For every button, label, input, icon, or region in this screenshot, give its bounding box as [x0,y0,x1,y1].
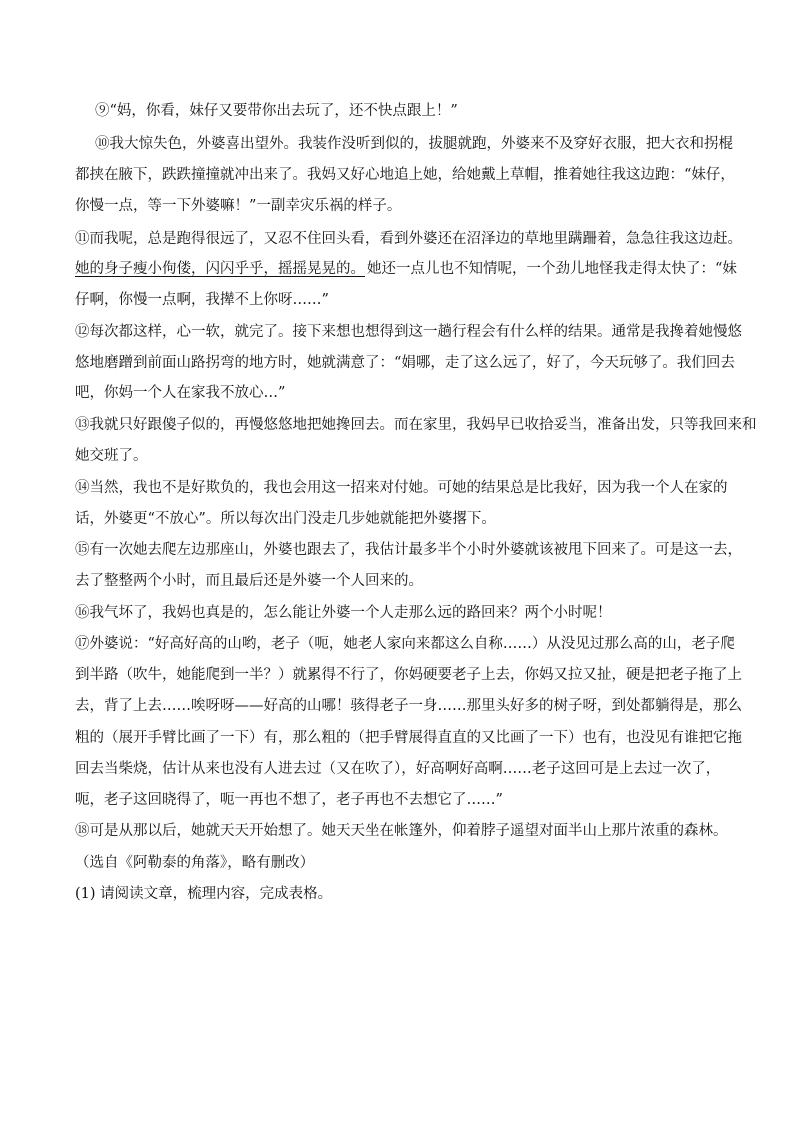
text-line: 她交班了。 [75,448,148,464]
text-line: 回去当柴烧，估计从来也没有人进去过（又在吹了），好高啊好高啊……老子这回可是上去过一次了， [75,761,721,777]
text-line: (1) 请阅读文章，梳理内容，完成表格。 [75,886,333,902]
text-line: 去了整整两个小时，而且最后还是外婆一个人回来的。 [75,573,423,589]
text-line: 粗的（展开手臂比画了一下）有，那么粗的（把手臂展得直直的又比画了一下）也有，也没见有谁把它拖 [75,730,742,746]
text-line: ⑮有一次她去爬左边那座山，外婆也跟去了，我估计最多半个小时外婆就该被甩下回来了。可是这一去， [75,542,742,558]
text-line: ⑭当然，我也不是好欺负的，我也会用这一招来对付她。可她的结果总是比我好，因为我一个人在家的 [75,480,728,496]
text-line: ⑨“妈，你看，妹仔又要带你出去玩了，还不快点跟上！” [95,103,458,119]
text-line: ⑰外婆说：“好高好高的山哟，老子（呃，她老人家向来都这么自称……）从没见过那么高的山，老子爬 [75,636,735,652]
text-line: 都挟在腋下，跌跌撞撞就冲出来了。我妈又好心地追上她，给她戴上草帽，推着她往我这边跑：“妹仔， [75,167,735,183]
text-line: 去，背了上去……唉呀呀——好高的山哪！骇得老子一身……那里头好多的树子呀，到处都躺得是，那么 [75,698,742,714]
text-line: ⑫每次都这样，心一软，就完了。接下来想也想得到这一趟行程会有什么样的结果。通常是我搀着她慢悠 [75,324,742,340]
text-line: 悠地磨蹭到前面山路拐弯的地方时，她就满意了：“娟哪，走了这么远了，好了，今天玩够了。我们回去 [75,355,735,371]
text-line: ⑱可是从那以后，她就天天开始想了。她天天坐在帐篷外，仰着脖子遥望对面半山上那片浓重的森林。 [75,823,728,839]
text-line: 到半路（吹牛，她能爬到一半？）就累得不行了，你妈硬要老子上去，你妈又拉又扯，硬是把老子拖了上 [75,667,742,683]
text-line: 你慢一点，等一下外婆嘛！”一副幸灾乐祸的样子。 [75,198,402,214]
text-line: ⑪而我呢，总是跑得很远了，又忍不住回头看，看到外婆还在沼泽边的草地里蹒跚着，急急往我这边赶。 [75,231,742,247]
text-line: ⑩我大惊失色，外婆喜出望外。我装作没听到似的，拔腿就跑，外婆来不及穿好衣服，把大衣和拐棍 [95,136,733,152]
text-line: 仔啊，你慢一点啊，我撵不上你呀……” [75,292,329,308]
underlined-sentence: 她的身子瘦小佝偻，闪闪乎乎，摇摇晃晃的。 [75,261,365,277]
text-line: 呃，老子这回晓得了，呃一再也不想了，老子再也不去想它了……” [75,792,503,808]
text-line: 她还一点儿也不知情呢，一个劲儿地怪我走得太快了：“妹 [367,261,737,277]
text-line: （选自《阿勒泰的角落》，略有删改） [75,855,315,871]
text-line: 吧，你妈一个人在家我不放心…” [75,385,286,401]
text-line: ⑯我气坏了，我妈也真是的，怎么能让外婆一个人走那么远的路回来？两个小时呢！ [75,605,612,621]
text-line: 话，外婆更“不放心”。所以每次出门没走几步她就能把外婆撂下。 [75,511,496,527]
text-line: ⑬我就只好跟傻子似的，再慢悠悠地把她搀回去。而在家里，我妈早已收拾妥当，准备出发，只等我回来和 [75,417,757,433]
